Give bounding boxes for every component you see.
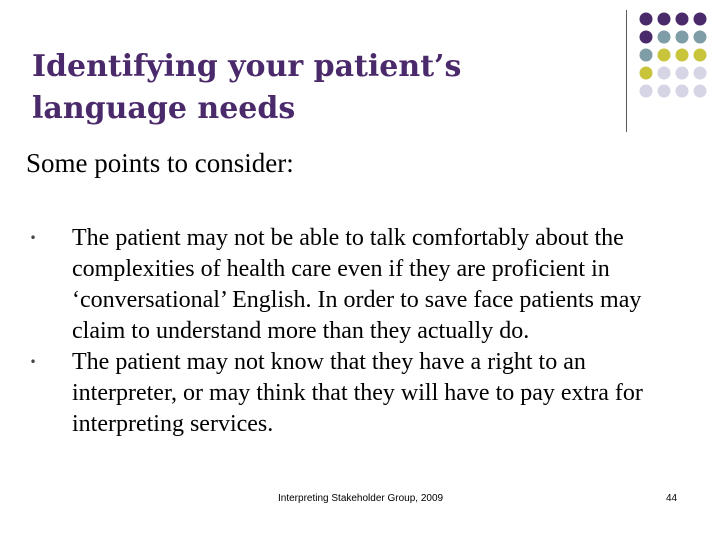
decorative-dot [658, 67, 671, 80]
decorative-dot [694, 67, 707, 80]
bullet-marker: • [29, 231, 37, 245]
decorative-dot [694, 31, 707, 44]
bullet-text: The patient may not be able to talk comfortably about the complexities of health care even if they are proficient in ‘conversational’ English. In order to save face patients may claim to understand more than they actually do. [72, 225, 642, 344]
decorative-dot [640, 49, 653, 62]
decorative-dot [640, 31, 653, 44]
bullet-item [26, 347, 666, 440]
bullet-list [26, 223, 666, 440]
divider-line [626, 10, 627, 132]
decorative-dot [676, 85, 689, 98]
decorative-dot [676, 31, 689, 44]
decorative-dot [676, 49, 689, 62]
decorative-dot [676, 13, 689, 26]
decorative-dot [640, 85, 653, 98]
page-number: 44 [666, 493, 678, 504]
decorative-dot [694, 85, 707, 98]
decorative-dot [640, 13, 653, 26]
footer-text: Interpreting Stakeholder Group, 2009 [278, 493, 444, 504]
decorative-dot [694, 13, 707, 26]
slide-subtitle: Some points to consider: [26, 148, 294, 178]
bullet-item [26, 223, 666, 347]
decorative-dot-grid [636, 10, 720, 122]
decorative-dot [676, 67, 689, 80]
bullet-text: The patient may not know that they have a right to an interpreter, or may think that they will have to pay extra for interpreting services. [72, 349, 643, 437]
decorative-dot [640, 67, 653, 80]
slide-title: Identifying your patient’s language needs [32, 49, 462, 126]
decorative-dot [658, 31, 671, 44]
decorative-dot [694, 49, 707, 62]
decorative-dot [658, 85, 671, 98]
decorative-dot [658, 49, 671, 62]
decorative-dot [658, 13, 671, 26]
bullet-marker: • [29, 355, 37, 369]
